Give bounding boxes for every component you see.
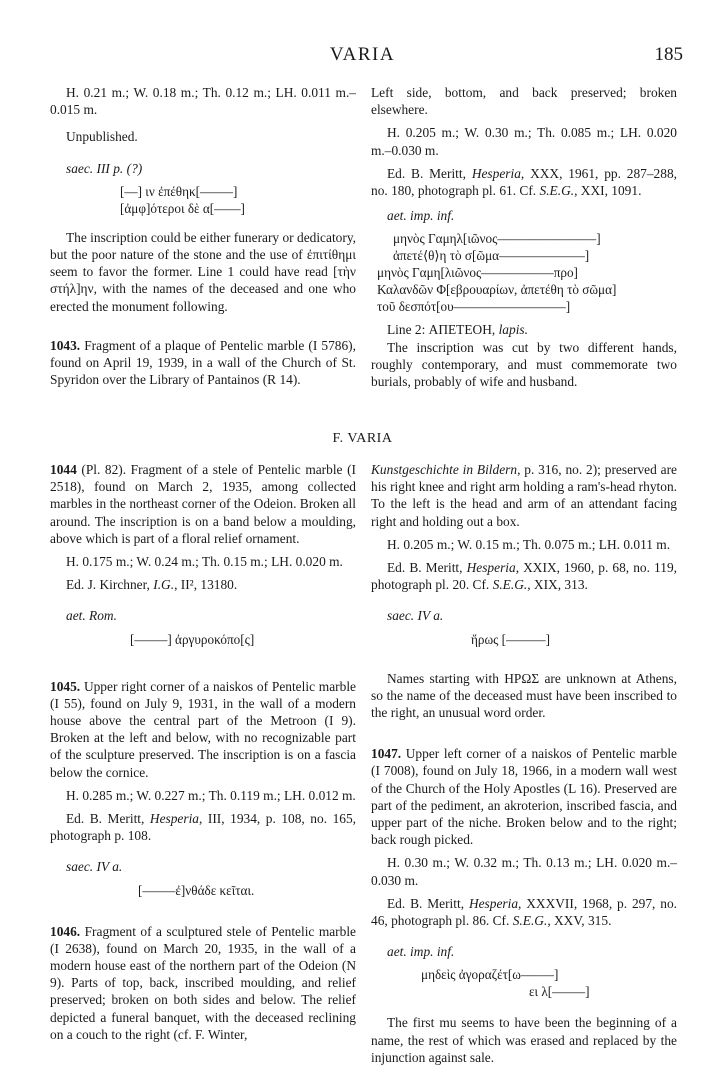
inscription-line: τοῦ δεσπότ[ου–––––––––––––––––]: [377, 299, 571, 315]
entry-1047: [371, 745, 677, 848]
inscription-text: [50, 631, 356, 648]
commentary: The inscription could be either funerary or dedicatory, but the poor nature of the stone and the use of ἐπιτίθημι seem to favor the former. Line 1 could have read [τὴν στήλ]ην, with the names of the deceased and one who erected the monument following.: [50, 229, 356, 314]
entry-number: 1045.: [50, 678, 81, 694]
entry-1045: [50, 678, 356, 781]
date-label: saec. III p. (?): [66, 160, 143, 176]
inscription-line: ἥρως [––––––]: [471, 631, 551, 647]
date-label: aet. imp. inf.: [387, 208, 455, 224]
running-title: VARIA: [329, 44, 396, 65]
entry-description: Fragment of a sculptured stele of Pentelic marble (I 2638), found on March 20, 1935, in the wall of a modern house east of the northern part of the Odeion (N 9). Parts of top, back, inscribed moulding, and relief preserved; broken on both sides and below. The relief depicted a funeral banquet, with the deceased reclining on a couch to the right (cf. F. Winter,: [50, 923, 356, 1042]
entry-description: (Pl. 82). Fragment of a stele of Pentelic marble (I 2518), found on March 2, 1935, among collected marbles in the northeast corner of the Odeion. Broken all around. The inscription is on a band below a moulding, above which is part of a floral relief ornament.: [50, 462, 356, 546]
entry-number: 1047.: [371, 746, 402, 762]
inscription-text: [371, 631, 677, 648]
inscription-line: ἀπετέ⟨θ⟩η τὸ σ[ῶμα–––––––––––––]: [393, 248, 590, 264]
entry-1046: [50, 923, 356, 1043]
date-label: saec. IV a.: [387, 608, 444, 624]
right-column-top: [371, 84, 677, 390]
inscription-text: [371, 230, 677, 315]
inscription-line: [––] ιν ἐπέθηκ[–––––]: [120, 183, 238, 199]
inscription-text: [50, 183, 356, 217]
dimensions: H. 0.30 m.; W. 0.32 m.; Th. 0.13 m.; LH. 0.020 m.–0.030 m.: [371, 855, 677, 888]
entry-description: Upper left corner of a naiskos of Pentelic marble (I 7008), found on July 18, 1966, in a modern wall west of the Church of the Holy Apostles (L 16). Preserved are part of the pediment, an akroterion, inscribed fascia, and upper part of the niche. Broken below and to the right; back rough picked.: [371, 746, 677, 848]
entry-number: 1043.: [50, 337, 81, 353]
entry-description: Fragment of a plaque of Pentelic marble (I 5786), found on April 19, 1939, in a wall of the Church of St. Spyridon over the Library of Pantainos (R 14).: [50, 337, 356, 388]
entry-1044: [50, 461, 356, 547]
inscription-line: [ἀμφ]ότεροι δὲ α[––––]: [120, 200, 245, 216]
commentary: Names starting with ΗΡΩΣ are unknown at Athens, so the name of the deceased must have been inscribed to the right, an unusual word order.: [371, 670, 677, 721]
inscription-line: [–––––ἐ]νθάδε κεῖται.: [138, 882, 255, 898]
inscription-line: Καλανδῶν Φ[εβρουαρίων, ἀπετέθη τὸ σῶμα]: [377, 282, 617, 298]
inscription-line: [–––––] ἀργυροκόπο[ς]: [130, 631, 255, 647]
date-label: saec. IV a.: [66, 859, 123, 875]
edition-reference: Ed. B. Meritt, Hesperia, XXXVII, 1968, p. 297, no. 46, photograph pl. 86. Cf. S.E.G., XXV, 315.: [371, 895, 677, 929]
edition-reference: Ed. B. Meritt, Hesperia, III, 1934, p. 108, no. 165, photograph p. 108.: [50, 811, 356, 844]
inscription-line: μηδεὶς ἀγοραζέτ[ω–––––]: [421, 967, 559, 983]
commentary: The first mu seems to have been the beginning of a name, the rest of which was erased and replaced by the injunction against sale.: [371, 1015, 677, 1065]
entry-number: 1044: [50, 462, 77, 477]
date-label: aet. imp. inf.: [387, 944, 455, 960]
inscription-text: [371, 966, 677, 1000]
page-header: [0, 44, 725, 74]
inscription-line: μηνὸς Γαμη[λιῶνος–––––––––––προ]: [377, 265, 578, 281]
entry-number: 1046.: [50, 923, 81, 939]
dimensions: H. 0.21 m.; W. 0.18 m.; Th. 0.12 m.; LH. 0.011 m.–0.015 m.: [50, 85, 356, 118]
page-number: 185: [654, 44, 683, 65]
preservation-note: Left side, bottom, and back preserved; broken elsewhere.: [371, 85, 677, 118]
entry-description: Upper right corner of a naiskos of Pentelic marble (I 55), found on July 9, 1931, in the wall of a modern house above the central part of the Metroon (I 9). Broken at the left and below, with no recognizable part of the sculpture preserved. The inscription is on a fascia below the cornice.: [50, 678, 356, 780]
edition-reference: Ed. B. Meritt, Hesperia, XXX, 1961, pp. 287–288, no. 180, photograph pl. 61. Cf. S.E.G., XXI, 1091.: [371, 165, 677, 199]
entry-1043: [50, 337, 356, 389]
inscription-line: μηνὸς Γαμηλ[ιῶνος–––––––––––––––]: [393, 231, 601, 247]
entry-1046-continued: Kunstgeschichte in Bildern, p. 316, no. 2); preserved are his right knee and right arm holding a ram's-head rhyton. To the left is the head and arm of an attendant facing right and holding out a box.: [371, 462, 678, 529]
inscription-line: ει λ[–––––]: [529, 984, 590, 1000]
right-column-bottom: [371, 461, 677, 1066]
dimensions: H. 0.205 m.; W. 0.30 m.; Th. 0.085 m.; LH. 0.020 m.–0.030 m.: [371, 125, 677, 158]
edition-reference: Ed. B. Meritt, Hesperia, XXIX, 1960, p. 68, no. 119, photograph pl. 20. Cf. S.E.G., XIX, 313.: [371, 560, 677, 593]
edition-reference: Ed. J. Kirchner, I.G., II², 13180.: [66, 577, 238, 593]
inscription-text: [50, 882, 356, 899]
dimensions: H. 0.205 m.; W. 0.15 m.; Th. 0.075 m.; LH. 0.011 m.: [387, 536, 671, 552]
dimensions: H. 0.175 m.; W. 0.24 m.; Th. 0.15 m.; LH. 0.020 m.: [66, 554, 343, 570]
left-column-top: [50, 84, 356, 388]
section-title: F. VARIA: [332, 431, 393, 446]
apparatus-note: Line 2: ΑΠΕΤΕΟΗ, lapis.: [387, 322, 528, 338]
date-label: aet. Rom.: [66, 608, 117, 624]
unpublished-note: Unpublished.: [66, 129, 138, 145]
dimensions: H. 0.285 m.; W. 0.227 m.; Th. 0.119 m.; LH. 0.012 m.: [66, 787, 356, 803]
left-column-bottom: [50, 461, 356, 1043]
commentary: The inscription was cut by two different hands, roughly contemporary, and must commemorate two burials, probably of wife and husband.: [371, 339, 677, 390]
